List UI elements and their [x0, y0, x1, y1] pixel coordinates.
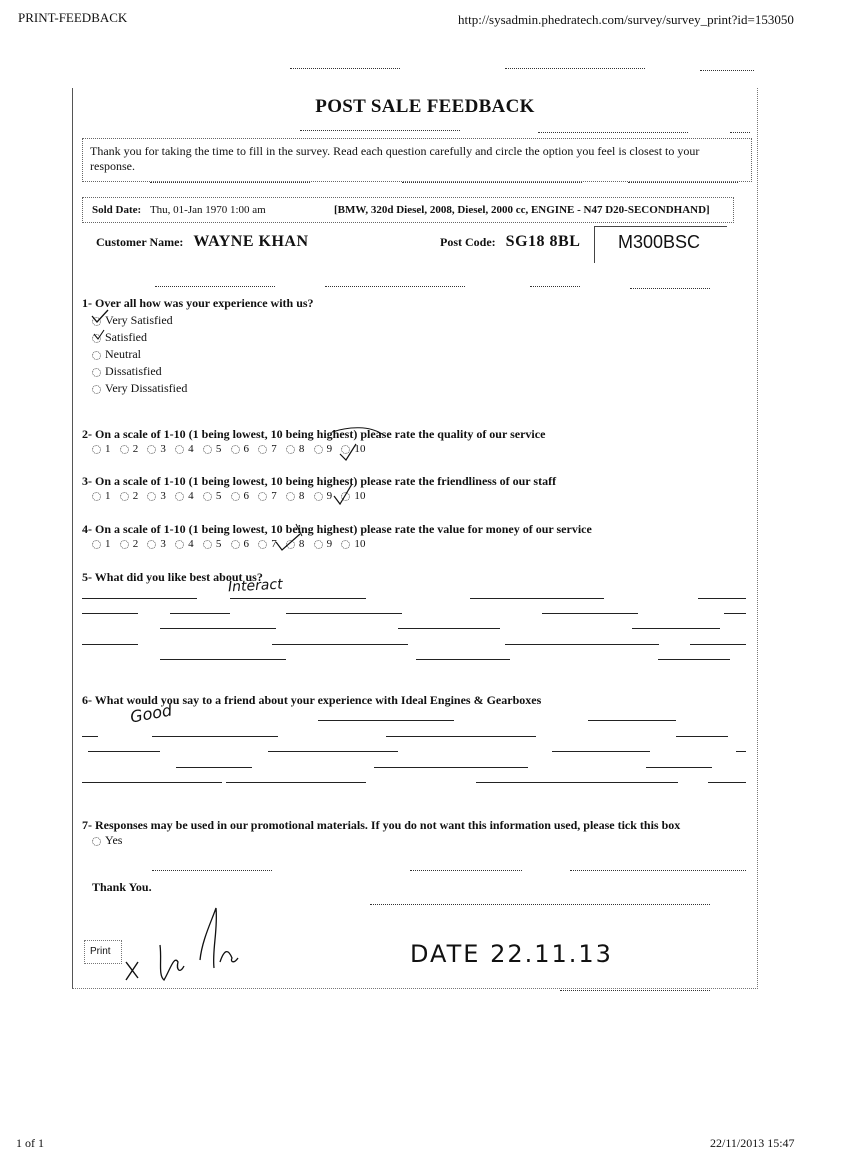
q3-option-1[interactable]: 1 [92, 490, 111, 502]
scan-dots [505, 68, 645, 69]
q4-option-9[interactable]: 9 [314, 538, 333, 550]
radio-icon [258, 492, 267, 501]
question-2: 2- On a scale of 1-10 (1 being lowest, 10 being highest) please rate the quality of our service [82, 427, 546, 441]
customer-name-row [96, 233, 309, 251]
q2-option-1[interactable]: 1 [92, 443, 111, 455]
radio-icon [147, 445, 156, 454]
print-label: Print [90, 946, 111, 957]
q2-option-10[interactable]: 10 [341, 443, 365, 455]
radio-icon [92, 445, 101, 454]
q6-handwritten-answer: Good [128, 700, 174, 727]
radio-icon [286, 445, 295, 454]
q3-option-2[interactable]: 2 [120, 490, 139, 502]
q4-option-1[interactable]: 1 [92, 538, 111, 550]
radio-icon [175, 492, 184, 501]
radio-icon [120, 445, 129, 454]
scan-dots [152, 870, 272, 871]
scan-dots [300, 130, 460, 131]
page-count: 1 of 1 [16, 1136, 44, 1150]
scan-dots [290, 68, 400, 69]
q3-option-4[interactable]: 4 [175, 490, 194, 502]
intro-text: Thank you for taking the time to fill in the survey. Read each question carefully and circle the option you feel is closest to your response. [90, 144, 700, 173]
q7-option-yes[interactable]: Yes [92, 833, 122, 848]
scan-dots [410, 870, 522, 871]
radio-icon [203, 540, 212, 549]
q2-option-5[interactable]: 5 [203, 443, 222, 455]
q3-option-9[interactable]: 9 [314, 490, 333, 502]
print-url: http://sysadmin.phedratech.com/survey/survey_print?id=153050 [458, 12, 794, 27]
handwritten-date: DATE 22.11.13 [410, 940, 613, 968]
post-code-row [440, 233, 580, 251]
radio-icon [314, 492, 323, 501]
scan-dots [730, 132, 750, 133]
scan-dots [560, 990, 710, 991]
q3-option-8[interactable]: 8 [286, 490, 305, 502]
customer-name-label: Customer Name: [96, 235, 184, 249]
q2-option-8[interactable]: 8 [286, 443, 305, 455]
radio-icon [175, 445, 184, 454]
q3-tick-mark [330, 480, 370, 510]
radio-icon [258, 540, 267, 549]
q4-tick-mark [270, 520, 330, 554]
q1-option-very-dissatisfied[interactable]: Very Dissatisfied [92, 380, 187, 397]
scan-dots [538, 132, 688, 133]
sold-date-value: Thu, 01-Jan 1970 1:00 am [149, 204, 266, 216]
q3-option-10[interactable]: 10 [341, 490, 365, 502]
q1-option-dissatisfied[interactable]: Dissatisfied [92, 363, 187, 380]
question-3: 3- On a scale of 1-10 (1 being lowest, 10 being highest) please rate the friendliness of our staff [82, 474, 557, 488]
radio-icon [314, 445, 323, 454]
radio-icon [258, 445, 267, 454]
scan-dots [530, 286, 580, 287]
post-code-value: SG18 8BL [505, 233, 581, 250]
post-code-label: Post Code: [440, 235, 496, 249]
q4-option-4[interactable]: 4 [175, 538, 194, 550]
q4-option-5[interactable]: 5 [203, 538, 222, 550]
radio-icon [231, 492, 240, 501]
q1-option-satisfied[interactable]: Satisfied [92, 329, 187, 346]
sold-date-row [92, 204, 266, 216]
radio-icon [203, 445, 212, 454]
radio-icon [175, 540, 184, 549]
customer-name-value: WAYNE KHAN [193, 233, 309, 250]
question-4: 4- On a scale of 1-10 (1 being lowest, 10 being highest) please rate the value for money of our service [82, 522, 592, 536]
sold-date-label: Sold Date: [92, 204, 142, 216]
radio-icon [120, 540, 129, 549]
thank-you: Thank You. [92, 880, 152, 894]
q2-tick-mark [330, 422, 390, 462]
registration-value: M300BSC [618, 232, 701, 252]
scan-dots [402, 182, 582, 183]
customer-signature [120, 900, 250, 990]
question-7: 7- Responses may be used in our promotional materials. If you do not want this information used, please tick this box [82, 818, 681, 832]
scan-dots [155, 286, 275, 287]
q3-option-7[interactable]: 7 [258, 490, 277, 502]
q2-option-6[interactable]: 6 [231, 443, 250, 455]
q4-option-3[interactable]: 3 [147, 538, 166, 550]
q4-option-8[interactable]: 8 [286, 538, 305, 550]
print-page-title: PRINT-FEEDBACK [18, 10, 128, 25]
radio-icon [341, 540, 350, 549]
q2-option-2[interactable]: 2 [120, 443, 139, 455]
vehicle-details: [BMW, 320d Diesel, 2008, Diesel, 2000 cc, ENGINE - N47 D20-SECONDHAND] [334, 204, 710, 216]
q4-option-2[interactable]: 2 [120, 538, 139, 550]
q2-option-7[interactable]: 7 [258, 443, 277, 455]
q1-option-neutral[interactable]: Neutral [92, 346, 187, 363]
q4-scale [92, 538, 375, 550]
q2-option-3[interactable]: 3 [147, 443, 166, 455]
q1-option-very-satisfied[interactable]: Very Satisfied [92, 312, 187, 329]
scan-dots [325, 286, 465, 287]
q4-option-6[interactable]: 6 [231, 538, 250, 550]
question-6: 6- What would you say to a friend about your experience with Ideal Engines & Gearboxes [82, 693, 542, 707]
radio-icon [203, 492, 212, 501]
printed-timestamp: 22/11/2013 15:47 [710, 1136, 795, 1150]
q3-option-6[interactable]: 6 [231, 490, 250, 502]
q3-option-3[interactable]: 3 [147, 490, 166, 502]
radio-icon [286, 492, 295, 501]
form-title: POST SALE FEEDBACK [315, 96, 535, 117]
radio-icon [231, 540, 240, 549]
q1-tick-marks [88, 308, 118, 348]
radio-icon [120, 492, 129, 501]
scan-dots [628, 182, 738, 183]
scan-dots [700, 70, 754, 71]
scan-dots [630, 288, 710, 289]
radio-icon [147, 540, 156, 549]
radio-icon [92, 492, 101, 501]
radio-icon [147, 492, 156, 501]
radio-icon [92, 540, 101, 549]
scan-dots [370, 904, 710, 905]
question-5: 5- What did you like best about us? [82, 570, 263, 584]
q5-handwritten-answer: Interact [227, 576, 284, 596]
scan-dots [570, 870, 746, 871]
q3-option-5[interactable]: 5 [203, 490, 222, 502]
question-1: 1- Over all how was your experience with us? [82, 296, 314, 310]
q2-option-4[interactable]: 4 [175, 443, 194, 455]
q4-option-7[interactable]: 7 [258, 538, 277, 550]
radio-icon [231, 445, 240, 454]
scan-dots [150, 182, 310, 183]
q4-option-10[interactable]: 10 [341, 538, 365, 550]
q2-option-9[interactable]: 9 [314, 443, 333, 455]
